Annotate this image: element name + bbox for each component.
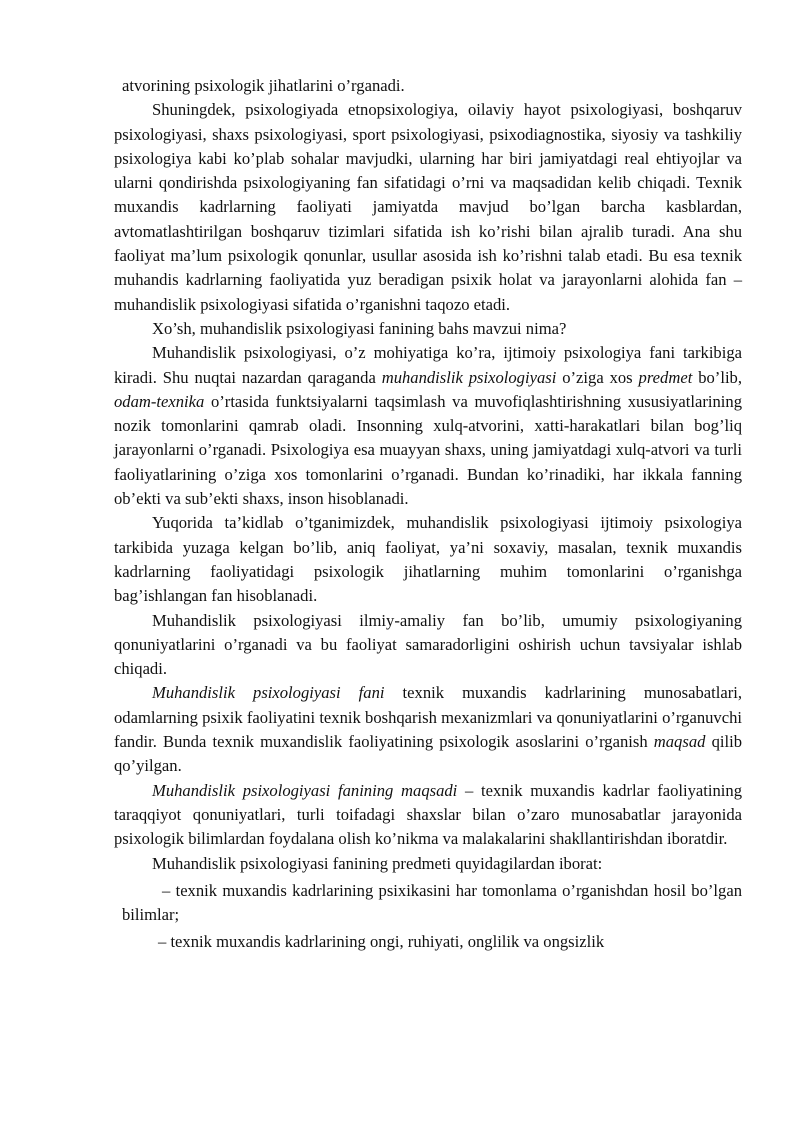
text-run: Muhandislik psixologiyasi, o’z mohiyatiga ko’ra, ijtimoiy psixologiya fani tarkibiga kiradi. Shu nuqtai nazardan qaraganda (114, 343, 742, 387)
paragraph-subject (114, 341, 742, 511)
text-run: – texnik muxandis kadrlar faoliyatining taraqqiyot qonuniyatlari, turli toifadagi shaxslar bilan o’zaro munosabatlar jarayonida psixologik bilimlardan foydalana olish ko’nikma va malakalarini shakllantirishdan iboratdir. (114, 780, 743, 849)
text-run: o’ziga xos (556, 367, 639, 387)
text-run: – texnik muxandis kadrlarining ongi, ruhiyati, onglilik va ongsizlik (158, 932, 605, 952)
italic-term: muhandislik psixologiyasi (381, 367, 557, 387)
paragraph-goal (114, 779, 742, 852)
paragraph-continuation (114, 74, 742, 98)
italic-term: odam-texnika (114, 391, 205, 411)
italic-term: Muhandislik psixologiyasi fanining maqsadi (152, 780, 458, 800)
paragraph-applied-science (114, 609, 742, 682)
text-run: qilib qo’yilgan. (114, 732, 743, 776)
text-run: Yuqorida ta’kidlab o’tganimizdek, muhandislik psixologiyasi ijtimoiy psixologiya tarkibida yuzaga kelgan bo’lib, aniq faoliyat, ya’ni soxaviy, masalan, texnik muxandis kadrlarning faoliyatidagi psixologik jihatlarning muhim tomonlarini o’rganishga bag’ishlangan fan hisoblanadi. (114, 513, 742, 606)
text-run: Muhandislik psixologiyasi ilmiy-amaliy fan bo’lib, umumiy psixologiyaning qonuniyatlarini o’rganadi va bu faoliyat samaradorligini oshirish uchun tavsiyalar ishlab chiqadi. (114, 610, 742, 679)
document-page (114, 74, 742, 955)
paragraph-social-psychology (114, 511, 742, 608)
text-run: o’rtasida funktsiyalarni taqsimlash va muvofiqlashtirishning xususiyatlarining nozik tomonlarini qamrab oladi. Insonning xulq-atvorini, xatti-harakatlari bilan bog’liq jarayonlarni o’rganadi. Psixologiya esa muayyan shaxs, uning jamiyatdagi xulq-atvori va turli faoliyatlarining o’ziga xos tomonlarini o’rganadi. Bundan ko’rinadiki, har ikkala fanning ob’ekti va sub’ekti shaxs, inson hisoblanadi. (114, 391, 742, 509)
paragraph-subject-list-intro (114, 852, 742, 876)
paragraph-definition (114, 681, 742, 778)
text-run: texnik muxandis kadrlarining munosabatlari, odamlarning psixik faoliyatini texnik boshqarish mexanizmlari va qonuniyatlarini o’rganuvchi fandir. Bunda texnik muxandislik faoliyatining psixologik asoslarini o’rganish (114, 683, 742, 752)
text-run: Xo’sh, muhandislik psixologiyasi fanining bahs mavzui nima? (152, 318, 567, 338)
italic-term: predmet (638, 367, 693, 387)
text-run: atvorining psixologik jihatlarini o’rganadi. (122, 76, 405, 95)
italic-term: maqsad (653, 732, 706, 752)
paragraph-question (114, 317, 742, 341)
list-item (114, 930, 742, 954)
text-run: – texnik muxandis kadrlarining psixikasini har tomonlama o’rganishdan hosil bo’lgan bilimlar; (122, 880, 742, 925)
paragraph-psychology-branches (114, 98, 742, 317)
text-run: Shuningdek, psixologiyada etnopsixologiya, oilaviy hayot psixologiyasi, boshqaruv psixologiyasi, shaxs psixologiyasi, sport psixologiyasi, psixodiagnostika, siyosiy va tashkiliy psixologiya kabi ko’plab sohalar mavjudki, ularning har biri jamiyatdagi real ehtiyojlar va ularni qondirishda psixologiyaning fan sifatidagi o’rni va maqsadidan kelib chiqadi. Texnik muxandis kadrlarning faoliyati jamiyatda mavjud bo’lgan barcha kasblardan, avtomatlashtirilgan boshqaruv tizimlari sifatida ish ko’rishi bilan ajralib turadi. Ana shu faoliyat ma’lum psixologik qonunlar, usullar asosida ish ko’rishni talab etadi. Bu esa texnik muhandis kadrlarning faoliyatida yuz beradigan psixik holat va jarayonlarni alohida fan – muhandislik psixologiyasi sifatida o’rganishni taqozo etadi. (114, 100, 742, 314)
list-item (114, 879, 742, 928)
text-run: Muhandislik psixologiyasi fanining predmeti quyidagilardan iborat: (152, 853, 603, 873)
text-run: bo’lib, (692, 367, 742, 387)
italic-term: Muhandislik psixologiyasi fani (152, 683, 385, 703)
